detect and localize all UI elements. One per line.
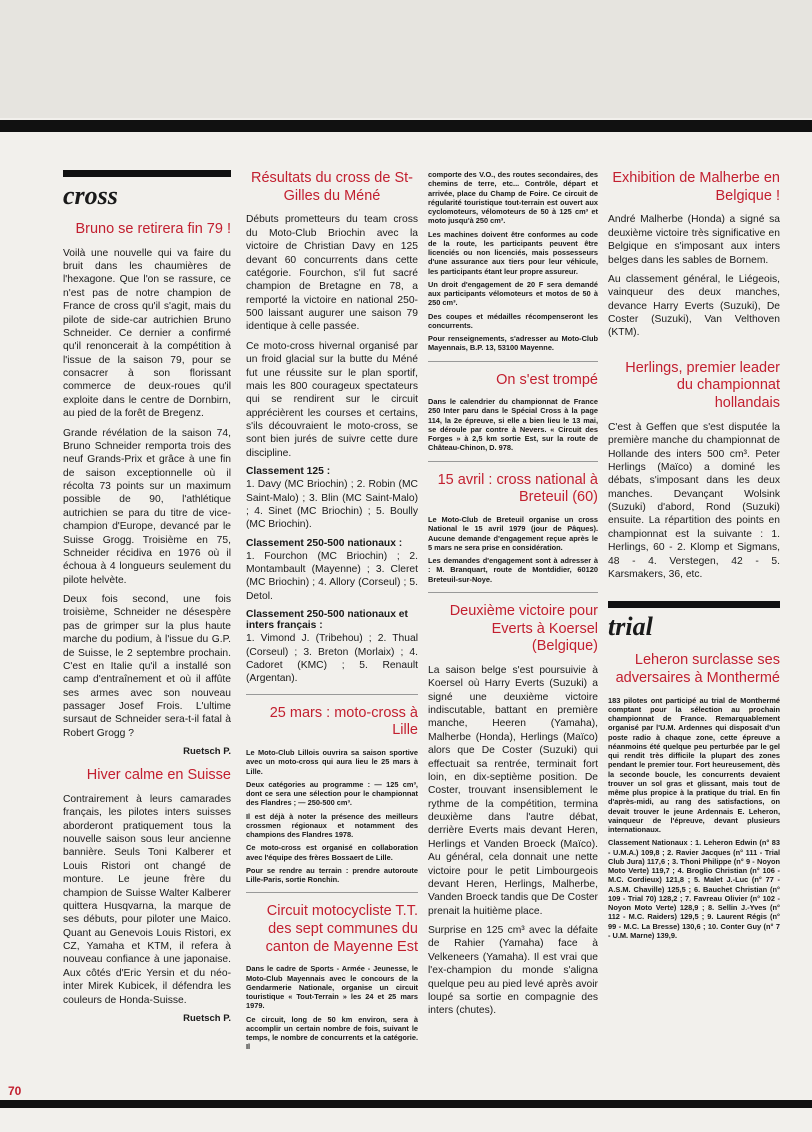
- headline-mayenne: Circuit motocycliste T.T. des sept communes du canton de Mayenne Est: [265, 903, 418, 955]
- author-signature: Ruetsch P.: [183, 1012, 231, 1024]
- headline-suisse: Hiver calme en Suisse: [86, 767, 231, 784]
- headline-leheron: Leheron surclasse ses adversaires à Monthermé: [615, 652, 780, 686]
- article-paragraph: Ce moto-cross est organisé en collaboration avec l'équipe des frères Bossaert de Lille.: [246, 843, 418, 862]
- article-paragraph: Ce circuit, long de 50 km environ, sera à accomplir un certain nombre de fois, suivant le temps, le nombre de concurrents et la catégorie. Il: [246, 1014, 418, 1052]
- divider: [246, 694, 418, 695]
- article-paragraph: Ce moto-cross hivernal organisé par un froid glacial sur la butte du Méné fut une réussite sur le plan sportif, mais les 800 courageux spectateurs qui se rendirent sur le circuit apprécièrent les courses et certains, s'ils découvraient le moto-cross, se sont bien jurés de suivre cette dure discipline.: [246, 340, 418, 459]
- section-title-cross: cross: [63, 181, 118, 210]
- headline-herlings: Herlings, premier leader du championnat hollandais: [625, 359, 780, 412]
- headline-breteuil: 15 avril : cross national à Breteuil (60): [437, 471, 598, 506]
- article-paragraph: Le Moto-Club de Breteuil organise un cross National le 15 avril 1979 (jour de Pâques). Aucune demande d'engagement reçue après le 5 mars ne sera prise en considération.: [428, 515, 598, 552]
- article-paragraph: Les demandes d'engagement sont à adresser à : M. Branquart, route de Montdidier, 60120 Breteuil-sur-Noye.: [428, 556, 598, 584]
- header-rule: [0, 120, 812, 132]
- article-paragraph: comporte des V.O., des routes secondaires, des chemins de terre, etc... Contrôle, départ et arrivée, place du Champ de Foire. Ce circuit de régularité touristique tout-terrain est ouvert aux cyclomoteurs, vélomoteurs de 50 à 125 cm³ et moto jusqu'à 250 cm³.: [428, 170, 598, 226]
- footer-rule: [0, 1100, 812, 1108]
- divider: [428, 461, 598, 462]
- section-title-trial: trial: [608, 612, 653, 642]
- article-paragraph: Pour se rendre au terrain : prendre autoroute Lille-Paris, sortie Ronchin.: [246, 865, 418, 884]
- results-list: 1. Fourchon (MC Briochin) ; 2. Montambault (Mayenne) ; 3. Cleret (MC Briochin) ; 4. Allory (Corseul) ; 5. Detol.: [246, 550, 418, 602]
- results-heading: Classement 250-500 nationaux et inters français :: [246, 609, 408, 632]
- article-paragraph: 183 pilotes ont participé au trial de Monthermé comptant pour la sélection au prochain championnat de France. Remarquablement organisé par l'U.M. Ardennes qui disposait d'un poste radio à chaque zone, cette épreuve a néanmoins été quelque peu perturbée par le gel qui rendit très difficile la plupart des zones pendant le premier tour. Fort heureusement, dès la seconde boucle, les concurrents devaient trouver un sol gras et glissant, mais tout de même plus propice à la pratique du trial. En fin d'après-midi, au rang des satisfactions, on devait trouver le jeune Ardennais E. Leheron, vainqueur de l'épreuve, devant plusieurs internationaux.: [608, 695, 780, 835]
- results-heading: Classement 250-500 nationaux :: [246, 537, 403, 549]
- page-number: 70: [8, 1084, 22, 1098]
- article-paragraph: Grande révélation de la saison 74, Bruno Schneider remporta trois des neuf Grands-Prix et grâce à une fin de saison exceptionnelle où il récolta 73 points sur un maximum possible de 90, l'athlétique autrichien se para du titre de vice-champion d'Europe, devancé par le Suisse Grogg. Troisième en 75, Schneider récidiva en 1976 où il échoua à 4 longueurs seulement du pilote helvète.: [63, 427, 231, 586]
- section-bar: [63, 170, 231, 177]
- article-paragraph: Un droit d'engagement de 20 F sera demandé aux participants vélomoteurs et motos de 50 à 250 cm³.: [428, 279, 598, 308]
- headline-schneider: Bruno se retirera fin 79 !: [75, 221, 231, 237]
- article-paragraph: André Malherbe (Honda) a signé sa deuxième victoire très significative en Belgique en s'imposant aux inters belges dans les sables de Bornem.: [608, 214, 780, 266]
- headline-malherbe: Exhibition de Malherbe en Belgique !: [612, 170, 780, 204]
- article-paragraph: Surprise en 125 cm³ avec la défaite de Rahier (Yamaha) face à Velkeneers (Yamaha). Il est vrai que l'ex-champion du monde s'aligna quelque peu au pied levé après avoir loupé sa sortie en compagnie des inters (chutes).: [428, 925, 598, 1017]
- article-paragraph: Dans le cadre de Sports - Armée - Jeunesse, le Moto-Club Mayennais avec le concours de la Gendarmerie Nationale, organise un circuit touristique « Tout-Terrain » les 24 et 25 mars 1979.: [246, 964, 418, 1011]
- article-paragraph: Il est déjà à noter la présence des meilleurs crossmen régionaux et notamment des champions des Flandres 1978.: [246, 811, 418, 839]
- section-bar: [608, 601, 780, 608]
- headline-st-gilles: Résultats du cross de St-Gilles du Méné: [251, 170, 413, 204]
- article-paragraph: Deux fois second, une fois troisième, Schneider ne désespère pas de grimper sur la plus haute marche du podium, à l'issue du G.P. de Suisse, le 2 septembre prochain. C'est en Italie qu'il a installé son camp d'entraînement et où il affûte ses armes avec son nouveau passager Josef Frois. L'ultime sursaut de Schneider sera-t-il fatal à Robert Grogg ?: [63, 594, 231, 739]
- article-paragraph: Des coupes et médailles récompenseront les concurrents.: [428, 311, 598, 330]
- column-3: [428, 170, 598, 1024]
- column-4: [608, 170, 780, 944]
- article-paragraph: Débuts prometteurs du team cross du Moto-Club Briochin avec la victoire de Christian Davy en 125 devant 60 concurrents dans cette catégorie. Fourchon, s'il fut sacré champion de Bretagne en 78, a remporté la victoire en national 250-500 laissant augurer une saison 79 identique à celle passée.: [246, 214, 418, 333]
- divider: [428, 592, 598, 593]
- headline-everts: Deuxième victoire pour Everts à Koersel (Belgique): [449, 602, 598, 655]
- article-paragraph: Contrairement à leurs camarades français, les pilotes inters suisses aborderont pratiquement tous la nouvelle saison sous leur ancienne bannière. Seuls Toni Kalberer et Louis Ristori ont changé de monture. Le jeune frère du champion de Suisse Walter Kalberer quittera Husqvarna, la marque de ses débuts, pour piloter une Maico. Quant au Genevois Louis Ristori, ex CZ, Yamaha et KTM, il refera à nouveau confiance à une japonaise. Aux côtés d'Eric Yersin et du néo-inter Mirek Kubicek, il défendra les couleurs de Honda-Suisse.: [63, 793, 231, 1006]
- author-signature: Ruetsch P.: [183, 746, 231, 758]
- divider: [428, 361, 598, 362]
- article-paragraph: Dans le calendrier du championnat de France 250 Inter paru dans le Spécial Cross à la page 114, la 2e épreuve, si elle a bien lieu le 13 mai, se déroule par contre à Nevers. « Circuit des Forges » à 2,5 km sortie Est, sur la route de Château-Chinon, D. 978.: [428, 397, 598, 453]
- article-paragraph: C'est à Geffen que s'est disputée la première manche du championnat de Hollande des inters 500 cm³. Peter Herlings (Maïco) a dominé les débats, s'imposant dans les deux manches. Devançant Wolsink (Suzuki) d'abord, Rond (Suzuki) ensuite. La répartition des points en championnat est la suivante : 1. Herlings, 60 - 2. Klomp et Sigmans, 48 - 4. Verstegen, 42 - 5. Karsmakers, 36, etc.: [608, 421, 780, 580]
- article-paragraph: Au classement général, le Liégeois, vainqueur des deux manches, devance Harry Everts (Suzuki), De Coster (Suzuki), Van Velthoven (KTM).: [608, 273, 780, 339]
- divider: [246, 892, 418, 893]
- column-1: [63, 170, 231, 1034]
- article-paragraph: Voilà une nouvelle qui va faire du bruit dans les chaumières de l'hexagone. Que l'on se rassure, ce n'est pas de notre champion de France de cross qu'il s'agit, mais du pilote de side-car autrichien Bruno Schneider. Ce dernier a confirmé qu'il renoncerait à la compétition à l'issue de la saison 79, pour se consacrer à son florissant commerce de deux-roues qu'il exploite dans le centre de Dornbirn, au pied de la forêt de Bregenz.: [63, 247, 231, 420]
- results-list: 1. Vimond J. (Tribehou) ; 2. Thual (Corseul) ; 3. Breton (Morlaix) ; 4. Cadoret (KMC) ; 5. Renault (Argentan).: [246, 633, 418, 685]
- results-heading: Classement 125 :: [246, 466, 331, 478]
- column-2: [246, 170, 418, 1056]
- article-paragraph: Pour renseignements, s'adresser au Moto-Club Mayennais, B.P. 13, 53100 Mayenne.: [428, 334, 598, 353]
- article-paragraph: Deux catégories au programme : — 125 cm³, dont ce sera une sélection pour le championnat des Flandres ; — 250-500 cm³.: [246, 779, 418, 808]
- article-paragraph: Le Moto-Club Lillois ouvrira sa saison sportive avec un moto-cross qui aura lieu le 25 mars à Lille.: [246, 748, 418, 776]
- results-list: 1. Davy (MC Briochin) ; 2. Robin (MC Saint-Malo) ; 3. Blin (MC Saint-Malo) ; 4. Sinet (MC Briochin) ; 5. Boully (MC Briochin).: [246, 479, 418, 531]
- top-photo-area: [0, 0, 812, 118]
- article-paragraph: La saison belge s'est poursuivie à Koersel où Harry Everts (Suzuki) a signé une deuxième victoire indiscutable, battant en première manche, Heeren (Yamaha), Malherbe (Honda), Herlings (Maïco) alors que De Coster (Suzuki) qui effectuait sa rentrée, terminait fort loin, en dix-septième position. De Coster, trouvant insensiblement le rythme de la compétition, termina deuxième dans l'autre débat, derrière Everts mais devant Heren, Herlings et Vanden Broeck (Maïco). Au général, cela donnait une nette victoire pour le petit Limbourgeois devant Heren, Herlings, Malherbe, Vanden Broeck tandis que De Coster prenait la huitième place.: [428, 664, 598, 917]
- results-list: Classement Nationaux : 1. Leheron Edwin (n° 83 - U.M.A.) 109,8 ; 2. Ravier Jacques (n° 111 - Trial Club Jura) 117,6 ; 3. Thoni Philippe (n° 9 - Noyon Moto Verte) 119,7 ; 4. Broglio Christian (n° 106 - M.C. Cordieux) 121,8 ; 5. Malet J.-Luc (n° 77 - A.S.M. Chaville) 125,5 ; 6. Bauchet Christian (n° 109 - Trial 70) 128,2 ; 7. Favreau Olivier (n° 102 - Noyon Moto Verte) 128,9 ; 8. Sellin J.-Yves (n° 112 - M.C. Raiders) 129,5 ; 9. Laurent Régis (n° 99 - M.C. La Bresse) 130,6 ; 10. Conter Guy (n° 7 - U.M. Marne) 139,9.: [608, 838, 780, 940]
- article-paragraph: Les machines doivent être conformes au code de la route, les participants peuvent être licenciés ou non licenciés, mais possesseurs d'une assurance aux tiers pour leur véhicule, les participants étant leur propre assureur.: [428, 229, 598, 276]
- headline-lille: 25 mars : moto-cross à Lille: [269, 704, 418, 739]
- headline-trompe: On s'est trompé: [496, 371, 598, 388]
